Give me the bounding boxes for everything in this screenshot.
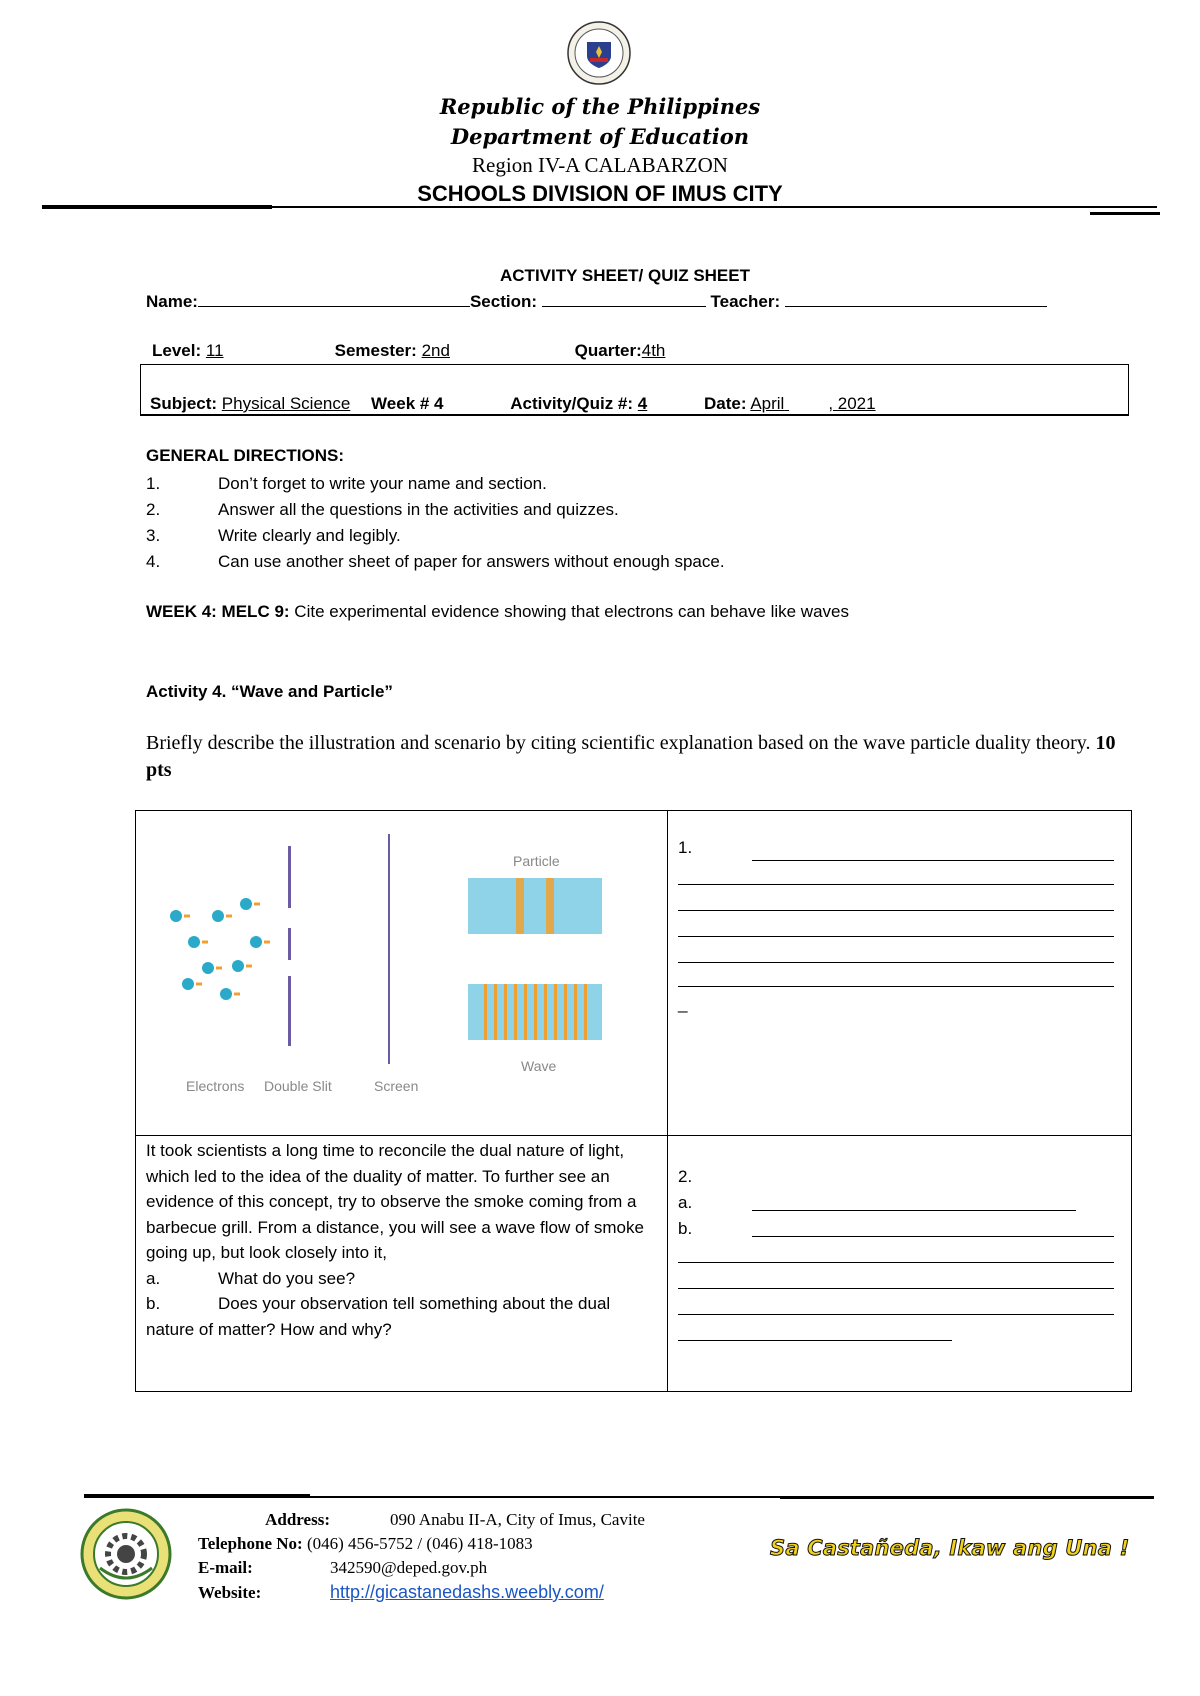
scenario-question-a: a. What do you see? [146, 1268, 356, 1288]
activity-title: Activity 4. “Wave and Particle” [146, 682, 393, 701]
activity-label: Activity/Quiz #: [510, 394, 634, 413]
directions-list [146, 471, 725, 575]
sheet-title: ACTIVITY SHEET/ QUIZ SHEET [500, 266, 750, 285]
subject-label: Subject: [150, 394, 218, 413]
semester-value: 2nd [421, 341, 450, 360]
subject-row [150, 394, 876, 414]
teacher-label: Teacher: [710, 292, 781, 311]
email-row [198, 1556, 645, 1580]
school-seal [80, 1508, 172, 1600]
semester-label: Semester: [334, 341, 417, 360]
q2-a-label: a. [678, 1193, 693, 1212]
answer1-line-1[interactable] [752, 860, 1114, 861]
website-link[interactable]: http://gicastanedashs.weebly.com/ [330, 1582, 604, 1602]
melc-text: Cite experimental evidence showing that electrons can behave like waves [289, 602, 849, 621]
division-line: SCHOOLS DIVISION OF IMUS CITY [417, 181, 783, 206]
scenario-question-b: b. Does your observation tell something about the dual nature of matter? How and why? [146, 1294, 611, 1339]
region-line: Region IV-A CALABARZON [472, 153, 728, 177]
phone-row [198, 1532, 645, 1556]
answer2-cell [667, 1135, 1132, 1392]
direction-item: 4. Can use another sheet of paper for answers without enough space. [146, 552, 725, 571]
website-label: Website: [198, 1583, 262, 1602]
particle-pattern [468, 878, 602, 934]
double-slit-figure [140, 816, 660, 1106]
answer1-cell [667, 810, 1132, 1136]
teacher-field[interactable] [785, 292, 1047, 307]
deped-seal [566, 20, 632, 86]
level-label: Level: [152, 341, 202, 360]
name-row [146, 292, 1047, 312]
date-label: Date: [704, 394, 747, 413]
website-row [198, 1580, 645, 1605]
level-row [152, 341, 665, 361]
electrons-label: Electrons [186, 1078, 245, 1094]
section-field[interactable] [542, 292, 706, 307]
department-line: Department of Education [450, 124, 750, 149]
answer2b-line-1[interactable] [752, 1236, 1114, 1237]
double-slit-barrier [288, 846, 291, 1046]
q2-number: 2. [678, 1167, 693, 1186]
name-field[interactable] [198, 292, 470, 307]
phone-value: (046) 456-5752 / (046) 418-1083 [306, 1534, 533, 1553]
answer1-line-4[interactable] [678, 936, 1114, 937]
date-year: , 2021 [828, 394, 876, 413]
email-label: E-mail: [198, 1558, 253, 1577]
answer2-line-4[interactable] [678, 1314, 1114, 1315]
q1-number: 1. [678, 838, 693, 857]
date-day-blank[interactable] [784, 394, 828, 414]
direction-item: 3. Write clearly and legibly. [146, 526, 401, 545]
address-value: 090 Anabu II-A, City of Imus, Cavite [390, 1510, 645, 1529]
q2-b-label: b. [678, 1219, 693, 1238]
section-label: Section: [469, 292, 538, 311]
answer2-line-5[interactable] [678, 1340, 952, 1341]
footer-divider-thick-left [84, 1494, 310, 1498]
wave-label: Wave [521, 1058, 557, 1074]
direction-item: 2. Answer all the questions in the activities and quizzes. [146, 500, 619, 519]
republic-line: Republic of the Philippines [439, 94, 761, 119]
quarter-value: 4th [641, 341, 666, 360]
electron-dots [170, 898, 270, 1000]
melc-line [146, 602, 849, 622]
wave-pattern [468, 984, 602, 1040]
screen-label: Screen [374, 1078, 419, 1094]
activity-instruction: Briefly describe the illustration and scenario by citing scientific explanation based on the wave particle duality theory. 10 pts [146, 732, 1116, 781]
footer-contact [198, 1508, 645, 1605]
address-row [198, 1508, 645, 1532]
answer2-line-2[interactable] [678, 1262, 1114, 1263]
date-month: April [750, 394, 785, 413]
answer1-line-2[interactable] [678, 884, 1114, 885]
header-divider-thick-left [42, 205, 272, 209]
header-divider-thick-right [1090, 212, 1160, 215]
phone-label: Telephone No: [198, 1534, 303, 1553]
level-value: 11 [205, 341, 224, 360]
quarter-label: Quarter: [574, 341, 642, 360]
answer1-line-5[interactable] [678, 962, 1114, 963]
address-label: Address: [265, 1510, 330, 1529]
particle-label: Particle [513, 853, 560, 869]
answer1-dash: _ [678, 994, 688, 1013]
screen-bar [388, 834, 390, 1064]
answer2-line-3[interactable] [678, 1288, 1114, 1289]
scenario-text: It took scientists a long time to reconcile the dual nature of light, which led to the idea of the duality of matter. To further see an evidence of this concept, try to observe the smoke coming from a barbecue grill. From a distance, you will see a wave flow of smoke going up, but look closely into it, a. What do you see? b. Does your observation tell something about the dual nature of matter? How and why? [146, 1138, 658, 1342]
melc-label: WEEK 4: MELC 9: [146, 602, 290, 621]
direction-item: 1. Don’t forget to write your name and section. [146, 474, 547, 493]
slogan: Sa Castañeda, Ikaw ang Una ! [770, 1536, 1130, 1560]
subject-value: Physical Science [221, 394, 351, 413]
answer2a-line[interactable] [752, 1210, 1076, 1211]
directions-heading: GENERAL DIRECTIONS: [146, 446, 345, 465]
answer1-line-3[interactable] [678, 910, 1114, 911]
double-slit-label: Double Slit [264, 1078, 332, 1094]
name-label: Name: [146, 292, 198, 311]
activity-points: 10 pts [146, 732, 1116, 781]
footer-divider-thick-right [780, 1496, 1154, 1499]
email-value: 342590@deped.gov.ph [330, 1558, 488, 1577]
answer1-line-6[interactable] [678, 986, 1114, 987]
week-label: Week # 4 [371, 394, 444, 413]
activity-value: 4 [637, 394, 648, 413]
